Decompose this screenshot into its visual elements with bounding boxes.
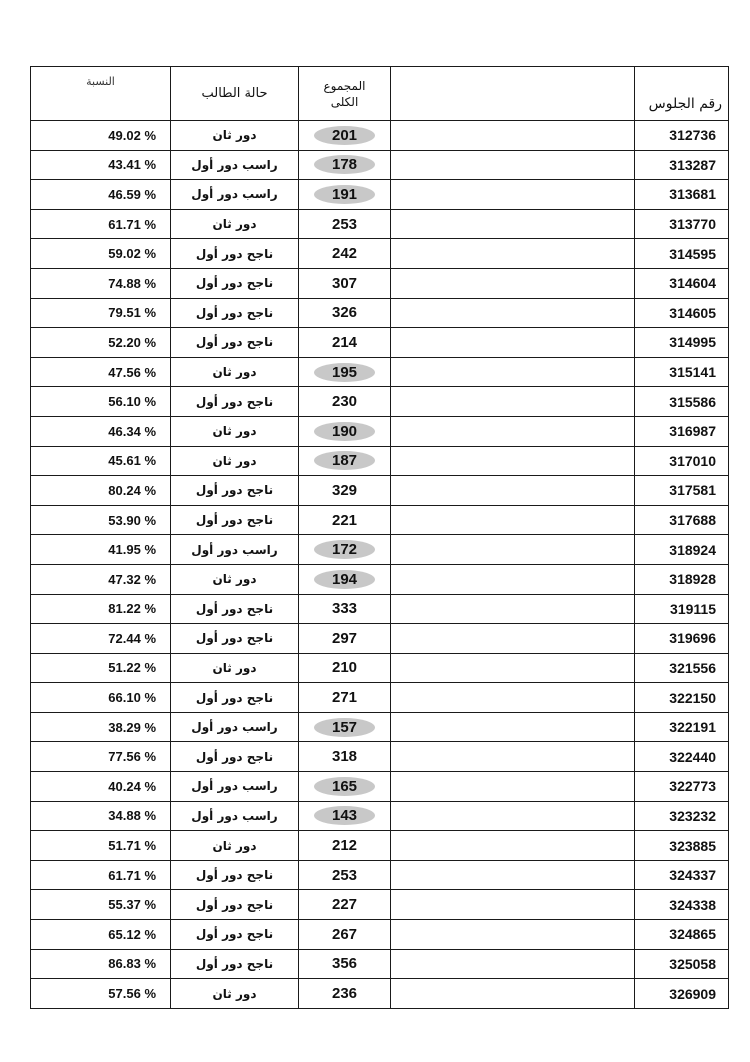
blank-cell xyxy=(391,446,635,476)
seat-number-cell: 313770 xyxy=(635,209,729,239)
status-cell: دور ثان xyxy=(171,416,299,446)
blank-cell xyxy=(391,683,635,713)
total-cell xyxy=(299,712,391,742)
total-value: 297 xyxy=(331,629,358,647)
table-row xyxy=(31,416,729,446)
table-row xyxy=(31,920,729,950)
status-cell: راسب دور أول xyxy=(171,535,299,565)
total-cell xyxy=(299,594,391,624)
blank-cell xyxy=(391,653,635,683)
percentage-cell: 65.12 % xyxy=(31,920,171,950)
seat-number-cell: 325058 xyxy=(635,949,729,979)
total-cell xyxy=(299,683,391,713)
seat-number-cell: 322440 xyxy=(635,742,729,772)
total-cell xyxy=(299,298,391,328)
status-cell: راسب دور أول xyxy=(171,150,299,180)
percentage-cell: 80.24 % xyxy=(31,476,171,506)
total-value: 221 xyxy=(331,511,358,529)
seat-number-cell: 324865 xyxy=(635,920,729,950)
header-percentage: النسبة xyxy=(31,67,171,121)
seat-number-cell: 318928 xyxy=(635,564,729,594)
seat-number-cell: 315586 xyxy=(635,387,729,417)
blank-cell xyxy=(391,357,635,387)
table-row xyxy=(31,594,729,624)
status-cell: دور ثان xyxy=(171,121,299,151)
blank-cell xyxy=(391,949,635,979)
blank-cell xyxy=(391,150,635,180)
table-row xyxy=(31,979,729,1009)
table-row xyxy=(31,505,729,535)
highlighted-total: 172 xyxy=(314,540,375,559)
blank-cell xyxy=(391,831,635,861)
highlighted-total: 187 xyxy=(314,451,375,470)
blank-cell xyxy=(391,387,635,417)
status-cell: ناجح دور أول xyxy=(171,239,299,269)
percentage-cell: 77.56 % xyxy=(31,742,171,772)
total-cell xyxy=(299,801,391,831)
table-row xyxy=(31,446,729,476)
blank-cell xyxy=(391,298,635,328)
results-table xyxy=(30,66,729,1009)
total-value: 333 xyxy=(331,600,358,618)
blank-cell xyxy=(391,268,635,298)
table-row xyxy=(31,624,729,654)
percentage-cell: 81.22 % xyxy=(31,594,171,624)
table-row xyxy=(31,949,729,979)
seat-number-cell: 319696 xyxy=(635,624,729,654)
blank-cell xyxy=(391,209,635,239)
total-cell xyxy=(299,920,391,950)
total-cell xyxy=(299,624,391,654)
total-cell xyxy=(299,831,391,861)
table-row xyxy=(31,121,729,151)
total-cell xyxy=(299,564,391,594)
header-seat-number: رقم الجلوس xyxy=(635,67,729,121)
blank-cell xyxy=(391,712,635,742)
status-cell: ناجح دور أول xyxy=(171,624,299,654)
blank-cell xyxy=(391,890,635,920)
total-cell xyxy=(299,357,391,387)
total-value: 326 xyxy=(331,304,358,322)
total-value: 210 xyxy=(331,659,358,677)
table-row xyxy=(31,860,729,890)
blank-cell xyxy=(391,801,635,831)
total-cell xyxy=(299,535,391,565)
table-row xyxy=(31,268,729,298)
blank-cell xyxy=(391,742,635,772)
header-blank xyxy=(391,67,635,121)
status-cell: ناجح دور أول xyxy=(171,268,299,298)
percentage-cell: 40.24 % xyxy=(31,772,171,802)
status-cell: راسب دور أول xyxy=(171,712,299,742)
status-cell: ناجح دور أول xyxy=(171,890,299,920)
highlighted-total: 143 xyxy=(314,806,375,825)
total-cell xyxy=(299,979,391,1009)
percentage-cell: 53.90 % xyxy=(31,505,171,535)
status-cell: ناجح دور أول xyxy=(171,683,299,713)
blank-cell xyxy=(391,328,635,358)
total-cell xyxy=(299,742,391,772)
seat-number-cell: 322191 xyxy=(635,712,729,742)
seat-number-cell: 313287 xyxy=(635,150,729,180)
seat-number-cell: 317581 xyxy=(635,476,729,506)
seat-number-cell: 313681 xyxy=(635,180,729,210)
total-value: 267 xyxy=(331,925,358,943)
percentage-cell: 46.34 % xyxy=(31,416,171,446)
total-value: 253 xyxy=(331,866,358,884)
table-row xyxy=(31,239,729,269)
seat-number-cell: 316987 xyxy=(635,416,729,446)
seat-number-cell: 318924 xyxy=(635,535,729,565)
percentage-cell: 57.56 % xyxy=(31,979,171,1009)
percentage-cell: 49.02 % xyxy=(31,121,171,151)
status-cell: ناجح دور أول xyxy=(171,298,299,328)
total-cell xyxy=(299,416,391,446)
total-cell xyxy=(299,949,391,979)
percentage-cell: 56.10 % xyxy=(31,387,171,417)
total-value: 214 xyxy=(331,333,358,351)
table-row xyxy=(31,535,729,565)
status-cell: راسب دور أول xyxy=(171,180,299,210)
total-cell xyxy=(299,180,391,210)
header-total xyxy=(299,67,391,121)
table-row xyxy=(31,150,729,180)
seat-number-cell: 323232 xyxy=(635,801,729,831)
table-row xyxy=(31,387,729,417)
table-row xyxy=(31,180,729,210)
seat-number-cell: 324337 xyxy=(635,860,729,890)
percentage-cell: 52.20 % xyxy=(31,328,171,358)
status-cell: دور ثان xyxy=(171,564,299,594)
percentage-cell: 45.61 % xyxy=(31,446,171,476)
status-cell: دور ثان xyxy=(171,831,299,861)
blank-cell xyxy=(391,476,635,506)
seat-number-cell: 317010 xyxy=(635,446,729,476)
total-value: 236 xyxy=(331,985,358,1003)
percentage-cell: 74.88 % xyxy=(31,268,171,298)
blank-cell xyxy=(391,121,635,151)
percentage-cell: 34.88 % xyxy=(31,801,171,831)
seat-number-cell: 314605 xyxy=(635,298,729,328)
table-row xyxy=(31,298,729,328)
table-row xyxy=(31,653,729,683)
seat-number-cell: 319115 xyxy=(635,594,729,624)
percentage-cell: 79.51 % xyxy=(31,298,171,328)
status-cell: راسب دور أول xyxy=(171,772,299,802)
header-status: حالة الطالب xyxy=(171,67,299,121)
blank-cell xyxy=(391,920,635,950)
blank-cell xyxy=(391,535,635,565)
blank-cell xyxy=(391,979,635,1009)
percentage-cell: 59.02 % xyxy=(31,239,171,269)
total-cell xyxy=(299,328,391,358)
percentage-cell: 41.95 % xyxy=(31,535,171,565)
total-value: 212 xyxy=(331,837,358,855)
blank-cell xyxy=(391,180,635,210)
table-row xyxy=(31,831,729,861)
seat-number-cell: 317688 xyxy=(635,505,729,535)
status-cell: ناجح دور أول xyxy=(171,594,299,624)
total-value: 307 xyxy=(331,274,358,292)
seat-number-cell: 315141 xyxy=(635,357,729,387)
percentage-cell: 66.10 % xyxy=(31,683,171,713)
status-cell: ناجح دور أول xyxy=(171,328,299,358)
header-total-line1: المجموع xyxy=(323,78,366,93)
total-cell xyxy=(299,890,391,920)
highlighted-total: 165 xyxy=(314,777,375,796)
percentage-cell: 61.71 % xyxy=(31,860,171,890)
total-value: 253 xyxy=(331,215,358,233)
blank-cell xyxy=(391,624,635,654)
total-cell xyxy=(299,505,391,535)
total-cell xyxy=(299,209,391,239)
total-value: 318 xyxy=(331,748,358,766)
table-row xyxy=(31,742,729,772)
seat-number-cell: 322773 xyxy=(635,772,729,802)
total-value: 230 xyxy=(331,393,358,411)
percentage-cell: 38.29 % xyxy=(31,712,171,742)
seat-number-cell: 324338 xyxy=(635,890,729,920)
table-row xyxy=(31,328,729,358)
results-sheet xyxy=(30,66,728,1009)
highlighted-total: 190 xyxy=(314,422,375,441)
status-cell: ناجح دور أول xyxy=(171,476,299,506)
status-cell: راسب دور أول xyxy=(171,801,299,831)
status-cell: ناجح دور أول xyxy=(171,505,299,535)
table-row xyxy=(31,890,729,920)
header-row xyxy=(31,67,729,121)
percentage-cell: 55.37 % xyxy=(31,890,171,920)
highlighted-total: 178 xyxy=(314,155,375,174)
total-cell xyxy=(299,653,391,683)
status-cell: دور ثان xyxy=(171,446,299,476)
percentage-cell: 43.41 % xyxy=(31,150,171,180)
total-cell xyxy=(299,387,391,417)
percentage-cell: 86.83 % xyxy=(31,949,171,979)
status-cell: ناجح دور أول xyxy=(171,920,299,950)
total-value: 329 xyxy=(331,481,358,499)
total-cell xyxy=(299,121,391,151)
table-row xyxy=(31,564,729,594)
total-cell xyxy=(299,860,391,890)
status-cell: ناجح دور أول xyxy=(171,742,299,772)
status-cell: دور ثان xyxy=(171,979,299,1009)
percentage-cell: 47.56 % xyxy=(31,357,171,387)
blank-cell xyxy=(391,239,635,269)
percentage-cell: 51.71 % xyxy=(31,831,171,861)
table-row xyxy=(31,209,729,239)
total-cell xyxy=(299,446,391,476)
table-row xyxy=(31,712,729,742)
percentage-cell: 51.22 % xyxy=(31,653,171,683)
total-cell xyxy=(299,476,391,506)
percentage-cell: 47.32 % xyxy=(31,564,171,594)
blank-cell xyxy=(391,594,635,624)
status-cell: دور ثان xyxy=(171,209,299,239)
table-row xyxy=(31,772,729,802)
table-row xyxy=(31,801,729,831)
table-row xyxy=(31,476,729,506)
blank-cell xyxy=(391,564,635,594)
highlighted-total: 195 xyxy=(314,363,375,382)
total-value: 227 xyxy=(331,896,358,914)
table-row xyxy=(31,683,729,713)
seat-number-cell: 323885 xyxy=(635,831,729,861)
total-cell xyxy=(299,239,391,269)
blank-cell xyxy=(391,505,635,535)
seat-number-cell: 326909 xyxy=(635,979,729,1009)
seat-number-cell: 321556 xyxy=(635,653,729,683)
percentage-cell: 46.59 % xyxy=(31,180,171,210)
total-cell xyxy=(299,150,391,180)
highlighted-total: 191 xyxy=(314,185,375,204)
status-cell: دور ثان xyxy=(171,653,299,683)
seat-number-cell: 314604 xyxy=(635,268,729,298)
status-cell: ناجح دور أول xyxy=(171,860,299,890)
table-body xyxy=(31,121,729,1009)
total-value: 271 xyxy=(331,689,358,707)
highlighted-total: 194 xyxy=(314,570,375,589)
highlighted-total: 201 xyxy=(314,126,375,145)
header-total-line2: الكلى xyxy=(330,94,359,109)
total-value: 356 xyxy=(331,955,358,973)
total-cell xyxy=(299,268,391,298)
blank-cell xyxy=(391,860,635,890)
seat-number-cell: 312736 xyxy=(635,121,729,151)
status-cell: ناجح دور أول xyxy=(171,387,299,417)
percentage-cell: 72.44 % xyxy=(31,624,171,654)
blank-cell xyxy=(391,772,635,802)
table-row xyxy=(31,357,729,387)
total-value: 242 xyxy=(331,245,358,263)
seat-number-cell: 322150 xyxy=(635,683,729,713)
percentage-cell: 61.71 % xyxy=(31,209,171,239)
blank-cell xyxy=(391,416,635,446)
highlighted-total: 157 xyxy=(314,718,375,737)
seat-number-cell: 314995 xyxy=(635,328,729,358)
status-cell: دور ثان xyxy=(171,357,299,387)
total-cell xyxy=(299,772,391,802)
status-cell: ناجح دور أول xyxy=(171,949,299,979)
seat-number-cell: 314595 xyxy=(635,239,729,269)
